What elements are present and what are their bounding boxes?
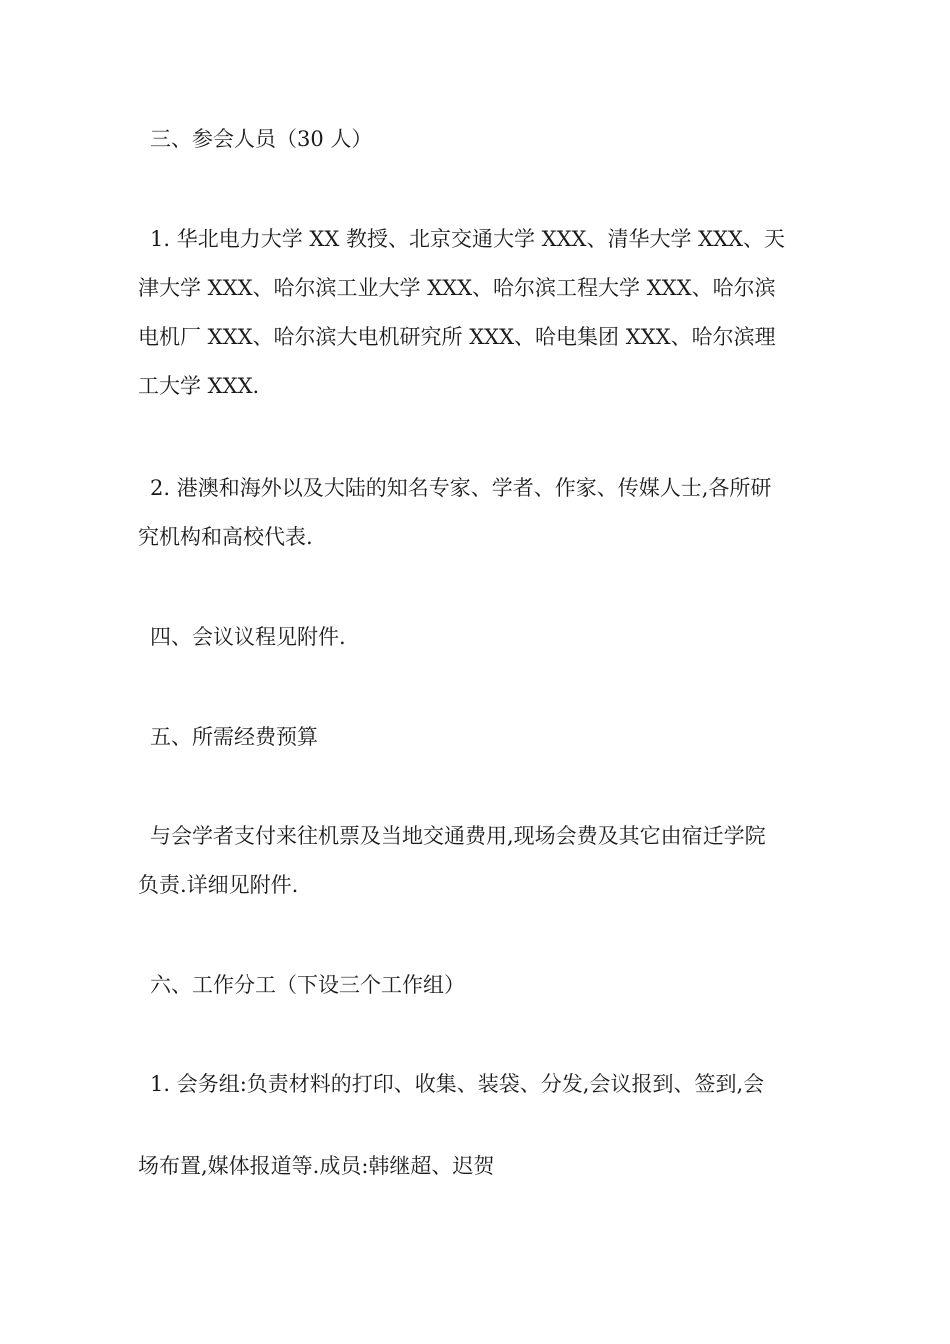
text-line: 1. 会务组:负责材料的打印、收集、装袋、分发,会议报到、签到,会 <box>150 1072 765 1096</box>
text-line: 2. 港澳和海外以及大陆的知名专家、学者、作家、传媒人士,各所研 <box>150 476 772 500</box>
section-5-heading <box>138 713 830 762</box>
text-line: 津大学 XXX、哈尔滨工业大学 XXX、哈尔滨工程大学 XXX、哈尔滨 <box>138 276 776 300</box>
section-4-heading <box>138 613 830 662</box>
section-3-heading <box>138 115 830 164</box>
section-5-body <box>138 812 830 910</box>
text-line: 1. 华北电力大学 XX 教授、北京交通大学 XXX、清华大学 XXX、天 <box>150 227 786 251</box>
text-line: 电机厂 XXX、哈尔滨大电机研究所 XXX、哈电集团 XXX、哈尔滨理 <box>138 325 776 349</box>
section-6-heading <box>138 961 830 1010</box>
section-3-item-2 <box>138 464 830 562</box>
text-line: 究机构和高校代表. <box>138 525 313 549</box>
text-line: 场布置,媒体报道等.成员:韩继超、迟贺 <box>138 1154 495 1178</box>
text-line: 五、所需经费预算 <box>150 725 318 749</box>
text-line: 工大学 XXX. <box>138 374 260 398</box>
section-6-item-1 <box>138 1060 830 1191</box>
text-line: 三、参会人员（30 人） <box>150 127 373 151</box>
text-line: 六、工作分工（下设三个工作组） <box>150 973 465 997</box>
section-3-item-1 <box>138 215 830 411</box>
text-line: 四、会议议程见附件. <box>150 625 346 649</box>
text-line: 与会学者支付来往机票及当地交通费用,现场会费及其它由宿迁学院 <box>150 824 766 848</box>
text-line: 负责.详细见附件. <box>138 873 299 897</box>
